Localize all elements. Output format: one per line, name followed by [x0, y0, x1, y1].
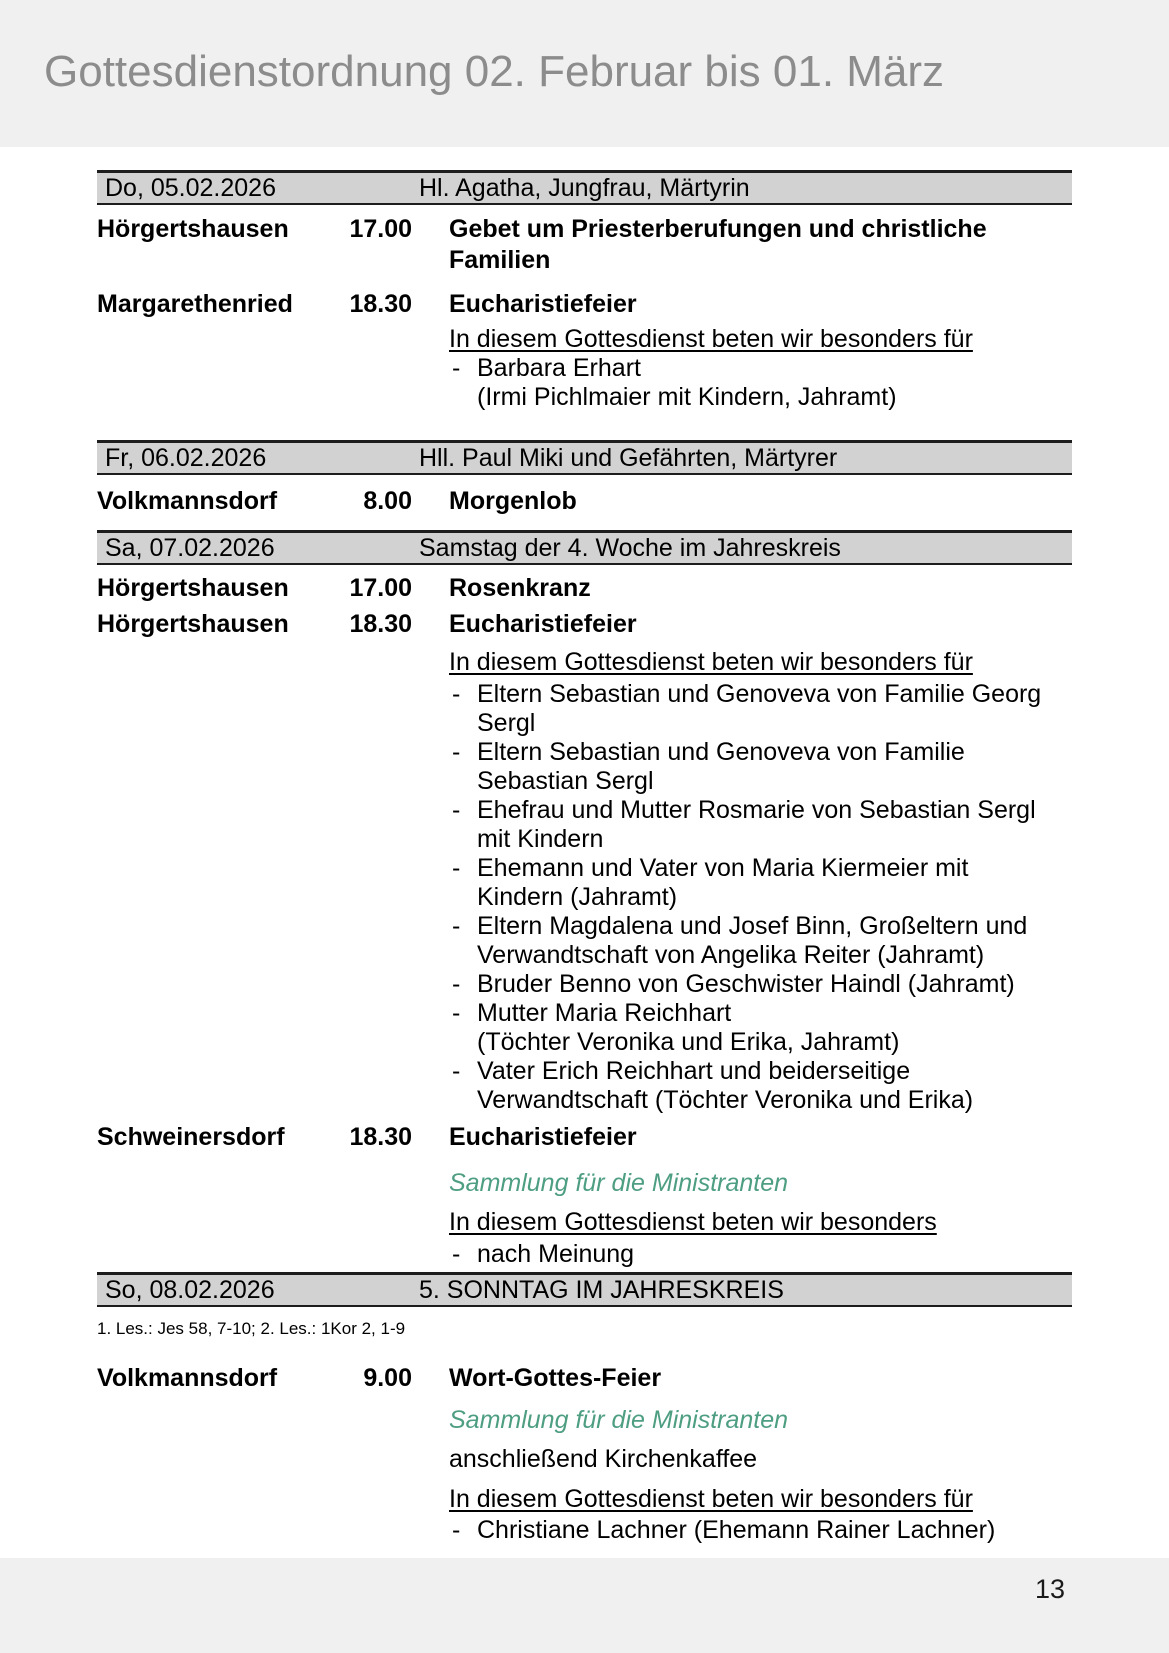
bullet-dash: - — [452, 796, 461, 824]
place-label: Hörgertshausen — [97, 574, 289, 602]
bullet-indent — [449, 941, 477, 970]
service-name-line: Eucharistiefeier — [449, 1123, 637, 1151]
bullet-dash: - — [452, 1516, 461, 1544]
intention-text: Verwandtschaft von Angelika Reiter (Jahramt) — [477, 941, 985, 969]
service-row — [97, 486, 1072, 517]
service-row — [97, 289, 1072, 320]
bullet-indent — [449, 1086, 477, 1115]
place-label: Schweinersdorf — [97, 1123, 285, 1151]
service-row — [97, 573, 1072, 604]
intention-item — [449, 738, 1072, 767]
place-label: Volkmannsdorf — [97, 487, 278, 515]
intention-item — [449, 680, 1072, 709]
bullet-dash: - — [452, 854, 461, 882]
intercession-heading: In diesem Gottesdienst beten wir besonders für — [449, 1485, 973, 1513]
intention-text: Eltern Magdalena und Josef Binn, Großeltern und — [477, 912, 1028, 940]
bullet-dash: - — [452, 354, 461, 382]
service-row — [97, 1363, 1072, 1394]
intention-text: Sebastian Sergl — [477, 767, 654, 795]
intention-continuation — [449, 709, 1072, 738]
intention-text: Vater Erich Reichhart und beiderseitige — [477, 1057, 911, 1085]
place-label: Volkmannsdorf — [97, 1364, 278, 1392]
place-label: Hörgertshausen — [97, 610, 289, 638]
intention-item — [449, 796, 1072, 825]
service-row — [97, 214, 1072, 276]
intention-item — [449, 854, 1072, 883]
intention-item — [449, 354, 1072, 383]
intention-continuation — [449, 1028, 1072, 1057]
intention-text: mit Kindern — [477, 825, 604, 853]
service-name — [412, 609, 1072, 640]
intention-text: Bruder Benno von Geschwister Haindl (Jahramt) — [477, 970, 1015, 998]
date-bar — [97, 440, 1072, 475]
bullet-dash: - — [452, 970, 461, 998]
service-note: anschließend Kirchenkaffee — [449, 1445, 758, 1473]
service-row — [97, 609, 1072, 640]
intention-continuation — [449, 1086, 1072, 1115]
intention-continuation — [449, 825, 1072, 854]
page-number: 13 — [1034, 1574, 1065, 1604]
intention-item — [449, 1057, 1072, 1086]
intention-list — [449, 680, 1072, 1115]
date-label: Do, 05.02.2026 — [105, 173, 276, 202]
service-name-line: Gebet um Priesterberufungen und christliche — [449, 215, 987, 243]
bullet-dash: - — [452, 680, 461, 708]
header-band — [0, 0, 1169, 147]
time-label: 9.00 — [363, 1364, 412, 1392]
intention-text: Verwandtschaft (Töchter Veronika und Erika) — [477, 1086, 974, 1114]
bullet-indent — [449, 883, 477, 912]
time-label: 17.00 — [349, 574, 412, 602]
date-label: Fr, 06.02.2026 — [105, 443, 267, 472]
feast-label: Hll. Paul Miki und Gefährten, Märtyrer — [419, 443, 838, 472]
date-label: Sa, 07.02.2026 — [105, 533, 275, 562]
intention-item — [449, 970, 1072, 999]
service-row — [97, 1122, 1072, 1153]
intention-item — [449, 999, 1072, 1028]
feast-label: 5. SONNTAG IM JAHRESKREIS — [419, 1275, 784, 1304]
page-title: Gottesdienstordnung 02. Februar bis 01. März — [44, 47, 945, 96]
intention-continuation — [449, 767, 1072, 796]
intention-item — [449, 1516, 1072, 1545]
date-bar — [97, 530, 1072, 565]
intention-text: Mutter Maria Reichhart — [477, 999, 732, 1027]
service-name-line: Morgenlob — [449, 487, 577, 515]
intercession-heading: In diesem Gottesdienst beten wir besonders für — [449, 648, 973, 676]
intercession-heading: In diesem Gottesdienst beten wir besonders für — [449, 325, 973, 353]
intention-continuation — [449, 383, 1072, 412]
intention-continuation — [449, 941, 1072, 970]
service-name-line: Eucharistiefeier — [449, 610, 637, 638]
intention-text: nach Meinung — [477, 1240, 635, 1268]
readings-note: 1. Les.: Jes 58, 7-10; 2. Les.: 1Kor 2, 1-9 — [97, 1319, 406, 1338]
collection-note: Sammlung für die Ministranten — [449, 1169, 789, 1197]
bullet-indent — [449, 709, 477, 738]
service-name-line: Wort-Gottes-Feier — [449, 1364, 662, 1392]
intention-text: (Töchter Veronika und Erika, Jahramt) — [477, 1028, 900, 1056]
bullet-dash: - — [452, 1057, 461, 1085]
bullet-dash: - — [452, 738, 461, 766]
bullet-dash: - — [452, 999, 461, 1027]
service-name — [412, 486, 1072, 517]
service-name — [412, 573, 1072, 604]
time-label: 8.00 — [363, 487, 412, 515]
service-name — [412, 1363, 1072, 1394]
time-label: 17.00 — [349, 215, 412, 243]
date-bar — [97, 1272, 1072, 1307]
intercession-heading: In diesem Gottesdienst beten wir besonders — [449, 1208, 937, 1236]
collection-note: Sammlung für die Ministranten — [449, 1406, 789, 1434]
intention-text: Barbara Erhart — [477, 354, 641, 382]
footer-band — [0, 1558, 1169, 1653]
intention-item — [449, 1240, 1072, 1269]
service-name — [412, 214, 1072, 276]
intention-continuation — [449, 883, 1072, 912]
schedule — [97, 170, 1072, 1545]
intention-text: (Irmi Pichlmaier mit Kindern, Jahramt) — [477, 383, 897, 411]
bullet-indent — [449, 767, 477, 796]
time-label: 18.30 — [349, 610, 412, 638]
bullet-dash: - — [452, 1240, 461, 1268]
service-name — [412, 289, 1072, 320]
service-name-line: Eucharistiefeier — [449, 290, 637, 318]
bullet-dash: - — [452, 912, 461, 940]
intention-text: Ehefrau und Mutter Rosmarie von Sebastian Sergl — [477, 796, 1036, 824]
feast-label: Hl. Agatha, Jungfrau, Märtyrin — [419, 173, 750, 202]
intention-item — [449, 912, 1072, 941]
feast-label: Samstag der 4. Woche im Jahreskreis — [419, 533, 841, 562]
intention-text: Sergl — [477, 709, 536, 737]
time-label: 18.30 — [349, 290, 412, 318]
service-name — [412, 1122, 1072, 1153]
place-label: Hörgertshausen — [97, 215, 289, 243]
intention-text: Ehemann und Vater von Maria Kiermeier mit — [477, 854, 969, 882]
intention-text: Kindern (Jahramt) — [477, 883, 678, 911]
place-label: Margarethenried — [97, 290, 293, 318]
bullet-indent — [449, 1028, 477, 1057]
date-bar — [97, 170, 1072, 205]
service-name-line: Rosenkranz — [449, 574, 591, 602]
bullet-indent — [449, 825, 477, 854]
intention-text: Eltern Sebastian und Genoveva von Familie Georg — [477, 680, 1042, 708]
service-name-line: Familien — [449, 246, 551, 274]
bullet-indent — [449, 383, 477, 412]
date-label: So, 08.02.2026 — [105, 1275, 275, 1304]
time-label: 18.30 — [349, 1123, 412, 1151]
intention-text: Christiane Lachner (Ehemann Rainer Lachner) — [477, 1516, 996, 1544]
intention-text: Eltern Sebastian und Genoveva von Familie — [477, 738, 965, 766]
